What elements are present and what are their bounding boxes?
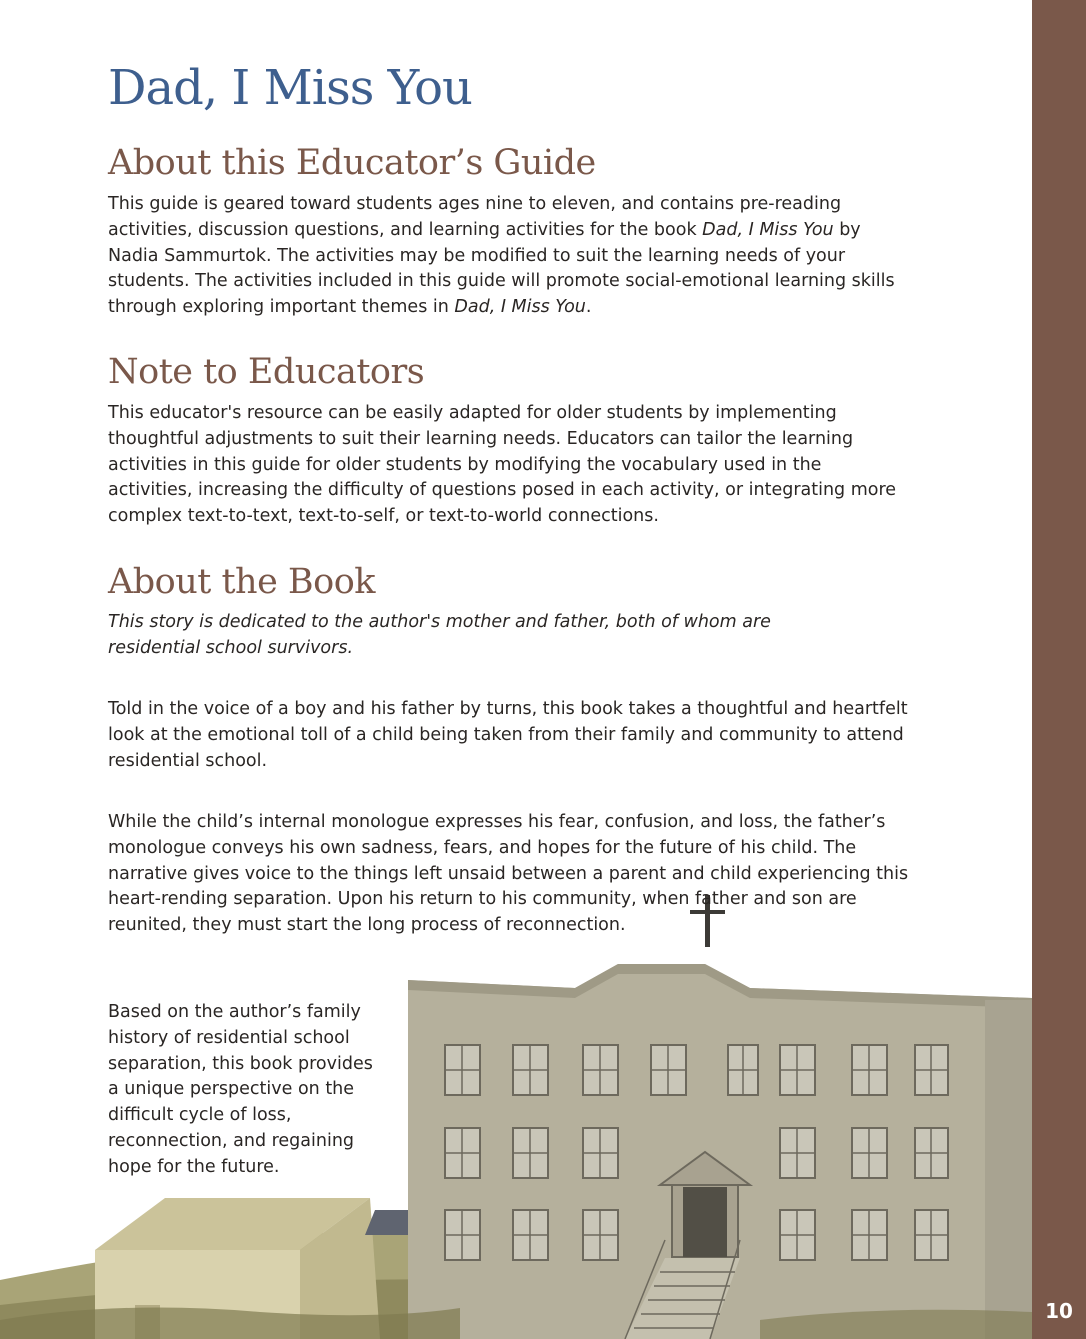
book-paragraph-1: Told in the voice of a boy and his father by turns, this book takes a thoughtful and heartfelt look at the emotional toll of a child being taken from their family and community to attend residential school. bbox=[108, 699, 908, 771]
page-number: 10 bbox=[1045, 1299, 1073, 1323]
guide-text-3: . bbox=[585, 297, 592, 318]
dedication-paragraph: This story is dedicated to the author's mother and father, both of whom are residential school survivors. bbox=[108, 612, 771, 658]
guide-paragraph bbox=[108, 192, 908, 321]
side-bar bbox=[1032, 0, 1086, 1339]
guide-book-title-2: Dad, I Miss You bbox=[454, 297, 586, 318]
book-paragraph-2: While the child’s internal monologue expresses his fear, confusion, and loss, the father’s monologue conveys his own sadness, fears, and hopes for the future of his child. The narrative gives voice to the things left unsaid between a parent and child experiencing this heart-rending separation. Upon his return to his community, when father and son are reunited, they must start the long process of reconnection. bbox=[108, 812, 909, 936]
heading-about-guide: About this Educator’s Guide bbox=[108, 143, 596, 183]
heading-note-educators: Note to Educators bbox=[108, 352, 425, 392]
guide-book-title-1: Dad, I Miss You bbox=[702, 219, 834, 240]
guide-text-2: by Nadia Sammurtok. The activities may be modified to suit the learning needs of your students. The activities included in this guide will promote social-emotional learning skills through exploring important themes in bbox=[108, 219, 895, 318]
heading-about-book: About the Book bbox=[108, 562, 376, 602]
note-paragraph: This educator's resource can be easily adapted for older students by implementing thoughtful adjustments to suit their learning needs. Educators can tailor the learning activities in this guide for older students by modifying the vocabulary used in the activities, increasing the difficulty of questions posed in each activity, or integrating more complex text-to-text, text-to-self, or text-to-world connections. bbox=[108, 403, 897, 527]
page-title: Dad, I Miss You bbox=[108, 60, 472, 116]
guide-text-1: This guide is geared toward students ages nine to eleven, and contains pre-reading activities, discussion questions, and learning activities for the book bbox=[108, 194, 842, 240]
book-paragraph-3: Based on the author’s family history of residential school separation, this book provides a unique perspective on the difficult cycle of loss, reconnection, and regaining hope for the future. bbox=[108, 1002, 373, 1177]
